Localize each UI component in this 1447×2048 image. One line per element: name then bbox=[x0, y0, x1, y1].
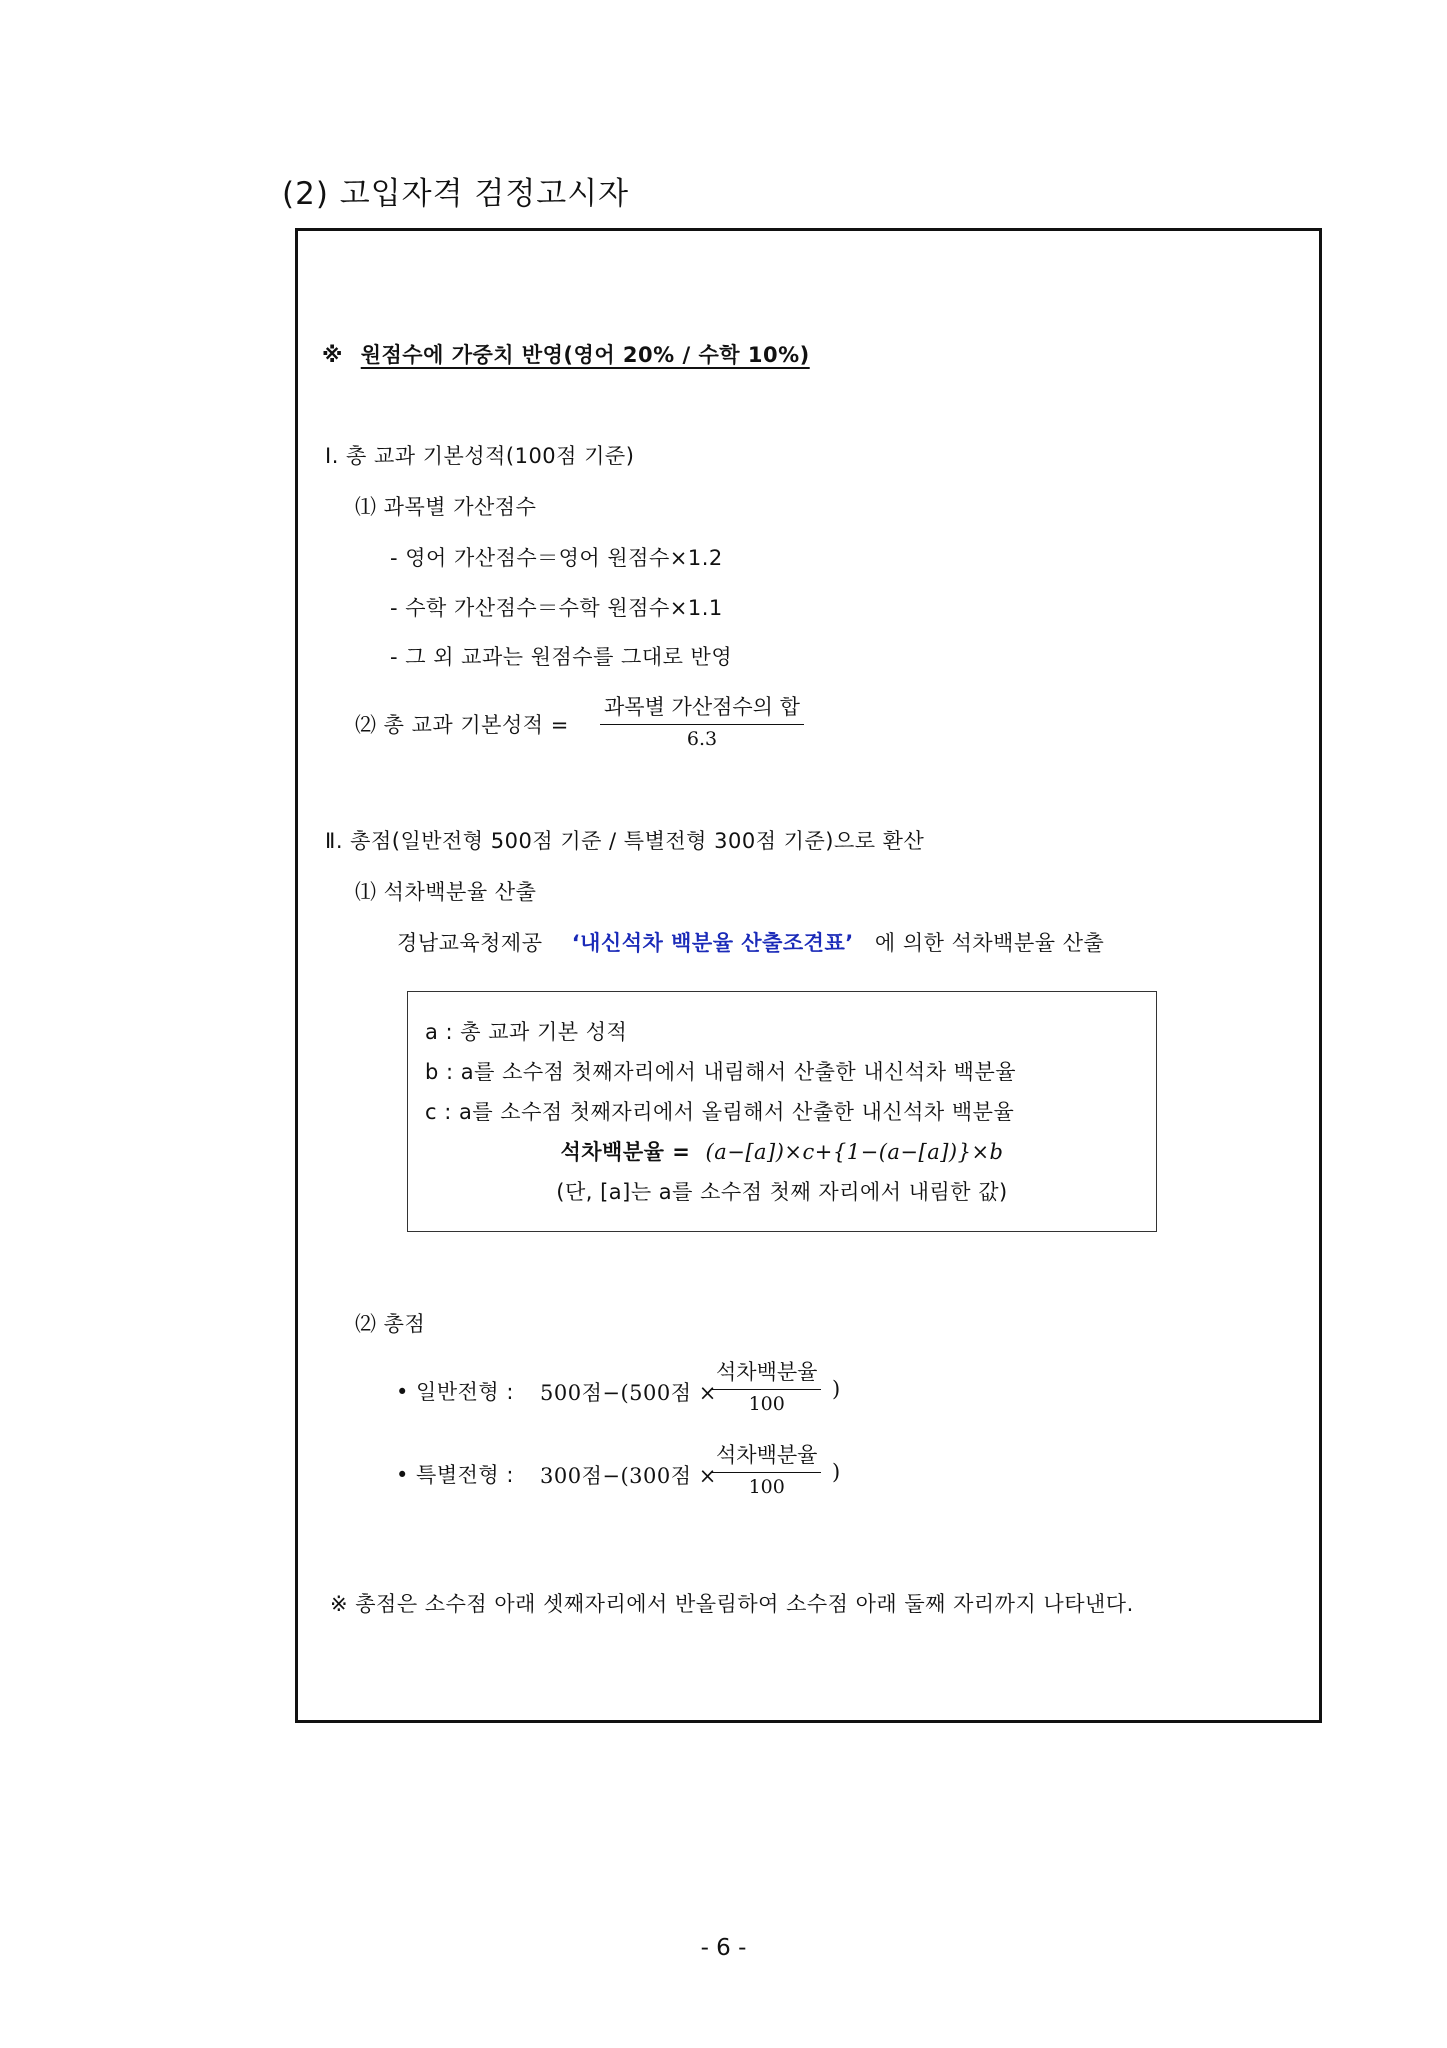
section1-sub2-label: ⑵ 총 교과 기본성적 = bbox=[355, 713, 569, 737]
fraction-numerator: 과목별 가산점수의 합 bbox=[600, 691, 804, 725]
close-paren: ) bbox=[832, 1377, 841, 1401]
page-heading: (2) 고입자격 검정고시자 bbox=[282, 176, 630, 212]
fraction-numerator: 석차백분율 bbox=[712, 1356, 821, 1390]
list-item: - 영어 가산점수＝영어 원점수×1.2 bbox=[390, 546, 723, 570]
section2-sub2-title: ⑵ 총점 bbox=[355, 1312, 426, 1336]
reference-mark: ※ bbox=[322, 343, 343, 367]
special-fraction bbox=[712, 1439, 821, 1498]
definition-c: c : a를 소수점 첫째자리에서 올림해서 산출한 내신석차 백분율 bbox=[425, 1100, 1015, 1124]
note-top bbox=[322, 339, 810, 369]
definition-b: b : a를 소수점 첫째자리에서 내림해서 산출한 내신석차 백분율 bbox=[425, 1060, 1017, 1084]
section1-title: Ⅰ. 총 교과 기본성적(100점 기준) bbox=[325, 444, 635, 468]
source-prefix: 경남교육청제공 bbox=[397, 931, 543, 955]
section2-sub1-title: ⑴ 석차백분율 산출 bbox=[355, 880, 537, 904]
fraction-denominator: 100 bbox=[748, 1393, 785, 1415]
formula-expression: (a−[a])×c+{1−(a−[a])}×b bbox=[705, 1140, 1004, 1164]
formula-label: 석차백분율 = bbox=[560, 1140, 691, 1164]
percentile-formula bbox=[407, 1136, 1157, 1166]
special-label: • 특별전형 : bbox=[396, 1463, 514, 1487]
general-label: • 일반전형 : bbox=[396, 1380, 514, 1404]
special-formula: 300점−(300점 × bbox=[540, 1464, 717, 1488]
formula-note: (단, [a]는 a를 소수점 첫째 자리에서 내림한 값) bbox=[556, 1180, 1008, 1204]
fraction-denominator: 100 bbox=[748, 1476, 785, 1498]
definition-a: a : 총 교과 기본 성적 bbox=[425, 1020, 628, 1044]
base-score-fraction bbox=[600, 691, 804, 750]
close-paren: ) bbox=[832, 1460, 841, 1484]
general-fraction bbox=[712, 1356, 821, 1415]
source-line bbox=[397, 927, 1104, 957]
source-highlight: ‘내신석차 백분율 산출조견표’ bbox=[571, 931, 854, 955]
section2-title: Ⅱ. 총점(일반전형 500점 기준 / 특별전형 300점 기준)으로 환산 bbox=[325, 829, 925, 853]
fraction-denominator: 6.3 bbox=[686, 728, 718, 750]
fraction-numerator: 석차백분율 bbox=[712, 1439, 821, 1473]
source-suffix: 에 의한 석차백분율 산출 bbox=[874, 931, 1105, 955]
section1-sub1-title: ⑴ 과목별 가산점수 bbox=[355, 495, 537, 519]
list-item: - 수학 가산점수＝수학 원점수×1.1 bbox=[390, 596, 723, 620]
general-formula: 500점−(500점 × bbox=[540, 1381, 717, 1405]
note-bottom: ※ 총점은 소수점 아래 셋째자리에서 반올림하여 소수점 아래 둘째 자리까지 나타낸다. bbox=[330, 1592, 1134, 1616]
note-top-text: 원점수에 가중치 반영(영어 20% / 수학 10%) bbox=[360, 343, 810, 367]
list-item: - 그 외 교과는 원점수를 그대로 반영 bbox=[390, 645, 733, 669]
page-number: - 6 - bbox=[700, 1935, 747, 1961]
